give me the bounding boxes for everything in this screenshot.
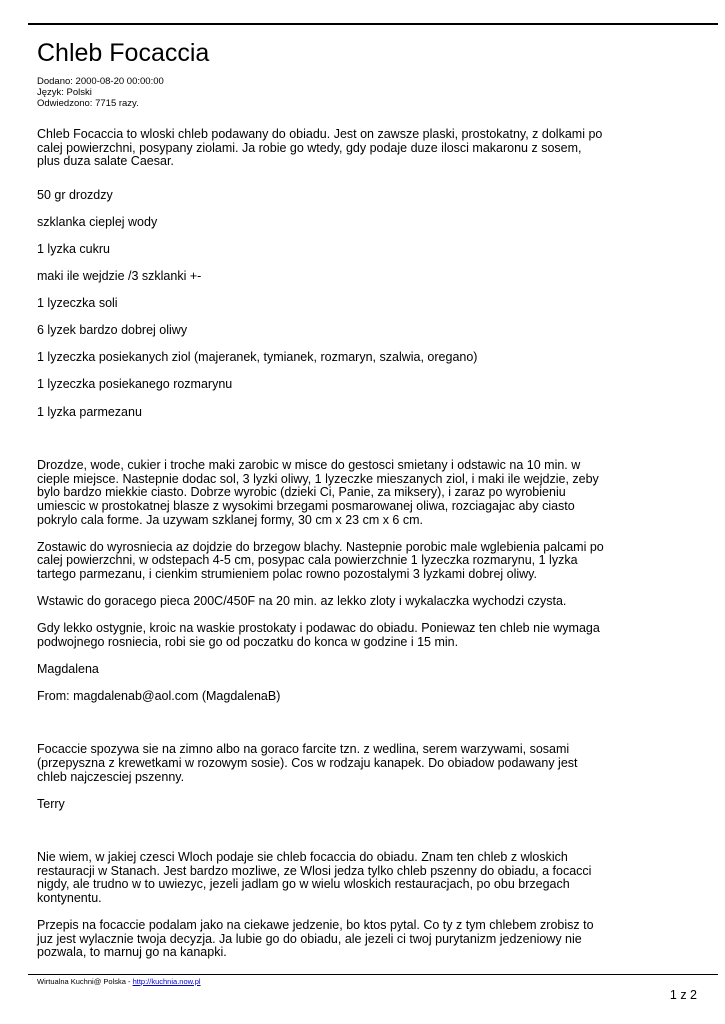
footer-rule: [28, 974, 718, 975]
article-body: [37, 128, 607, 960]
page-number: 1 z 2: [669, 988, 697, 1002]
author-email: From: magdalenab@aol.com (MagdalenaB): [37, 688, 281, 703]
reply-paragraph: Przepis na focaccie podalam jako na ciekawe jedzenie, bo ktos pytal. Co ty z tym chlebem zrobisz to juz jest wylacznie twoja decyzja. Ja lubie go do obiadu, ale jezeli ci twoj purytanizm jedzeniowy nie pozwala, to marnuj go na kanapki.: [37, 918, 594, 960]
ingredient-item: 1 lyzeczka soli: [37, 296, 118, 311]
author-signature: Magdalena: [37, 661, 99, 676]
comment-paragraph: Focaccie spozywa sie na zimno albo na goraco farcite tzn. z wedlina, serem warzywami, sosami (przepyszna z krewetkami w rozowym sosie). Cos w rodzaju kanapek. Do obiadow podawany jest chleb najczesciej pszenny.: [37, 742, 578, 784]
ingredient-item: 1 lyzeczka posiekanego rozmarynu: [37, 377, 233, 392]
ingredient-item: 6 lyzek bardzo dobrej oliwy: [37, 323, 188, 338]
meta-visited: Odwiedzono: 7715 razy.: [37, 98, 139, 109]
intro-paragraph: Chleb Focaccia to wloski chleb podawany do obiadu. Jest on zawsze plaski, prostokatny, z dolkami po calej powierzchni, posypany ziolami. Ja robie go wtedy, gdy podaje duze ilosci makaronu z sosem, plus duza salate Caesar.: [37, 127, 603, 169]
footer-site-name: Wirtualna Kuchni@ Polska -: [37, 977, 133, 986]
ingredient-item: 1 lyzka parmezanu: [37, 404, 142, 419]
ingredient-item: szklanka cieplej wody: [37, 214, 158, 229]
page-title: Chleb Focaccia: [37, 39, 210, 67]
footer-site-link[interactable]: http://kuchnia.now.pl: [132, 977, 201, 986]
reply-paragraph: Nie wiem, w jakiej czesci Wloch podaje sie chleb focaccia do obiadu. Znam ten chleb z wloskich restauracji w Stanach. Jest bardzo mozliwe, ze Wlosi jedza tylko chleb pszenny do obiadu, a focacci nigdy, ale trudno w to uwiezyc, jezeli jadlam go w wielu wloskich restauracjach, po obu brzegach kontynentu.: [37, 850, 592, 905]
instruction-paragraph: Drozdze, wode, cukier i troche maki zarobic w misce do gestosci smietany i odstawic na 10 min. w cieple miejsce. Nastepnie dodac sol, 3 lyzki oliwy, 1 lyzeczke mieszanych ziol, i maki ile wejdzie, zeby bylo bardzo miekkie ciasto. Dobrze wyrobic (dzieki Ci, Panie, za miksery), i zaraz po wyrobieniu umiescic w prostokatnej blasze z wysokimi brzegami posmarowanej oliwa, rozciagajac aby ciasto pokrylo cala forme. Ja uzywam szklanej formy, 30 cm x 23 cm x 6 cm.: [37, 458, 599, 527]
document-meta: [37, 76, 164, 109]
comment-signature: Terry: [37, 796, 65, 811]
footer: [37, 977, 201, 986]
instruction-paragraph: Zostawic do wyrosniecia az dojdzie do brzegow blachy. Nastepnie porobic male wglebienia palcami po calej powierzchni, w odstepach 4-5 cm, posypac cala powierzchnie 1 lyzeczka rozmarynu, 1 lyzka tartego parmezanu, i cienkim strumieniem polac rowno pozostalymi 3 lyzkami dobrej oliwy.: [37, 539, 604, 581]
top-rule: [28, 23, 718, 25]
ingredient-item: 50 gr drozdzy: [37, 187, 113, 202]
instruction-paragraph: Gdy lekko ostygnie, kroic na waskie prostokaty i podawac do obiadu. Poniewaz ten chleb nie wymaga podwojnego rosniecia, robi sie go od poczatku do konca w godzine i 15 min.: [37, 620, 600, 649]
ingredient-item: maki ile wejdzie /3 szklanki +-: [37, 269, 202, 284]
ingredient-item: 1 lyzeczka posiekanych ziol (majeranek, tymianek, rozmaryn, szalwia, oregano): [37, 350, 478, 365]
ingredient-item: 1 lyzka cukru: [37, 241, 110, 256]
meta-language: Język: Polski: [37, 87, 92, 98]
instruction-paragraph: Wstawic do goracego pieca 200C/450F na 20 min. az lekko zloty i wykalaczka wychodzi czysta.: [37, 593, 567, 608]
meta-added: Dodano: 2000-08-20 00:00:00: [37, 76, 164, 87]
